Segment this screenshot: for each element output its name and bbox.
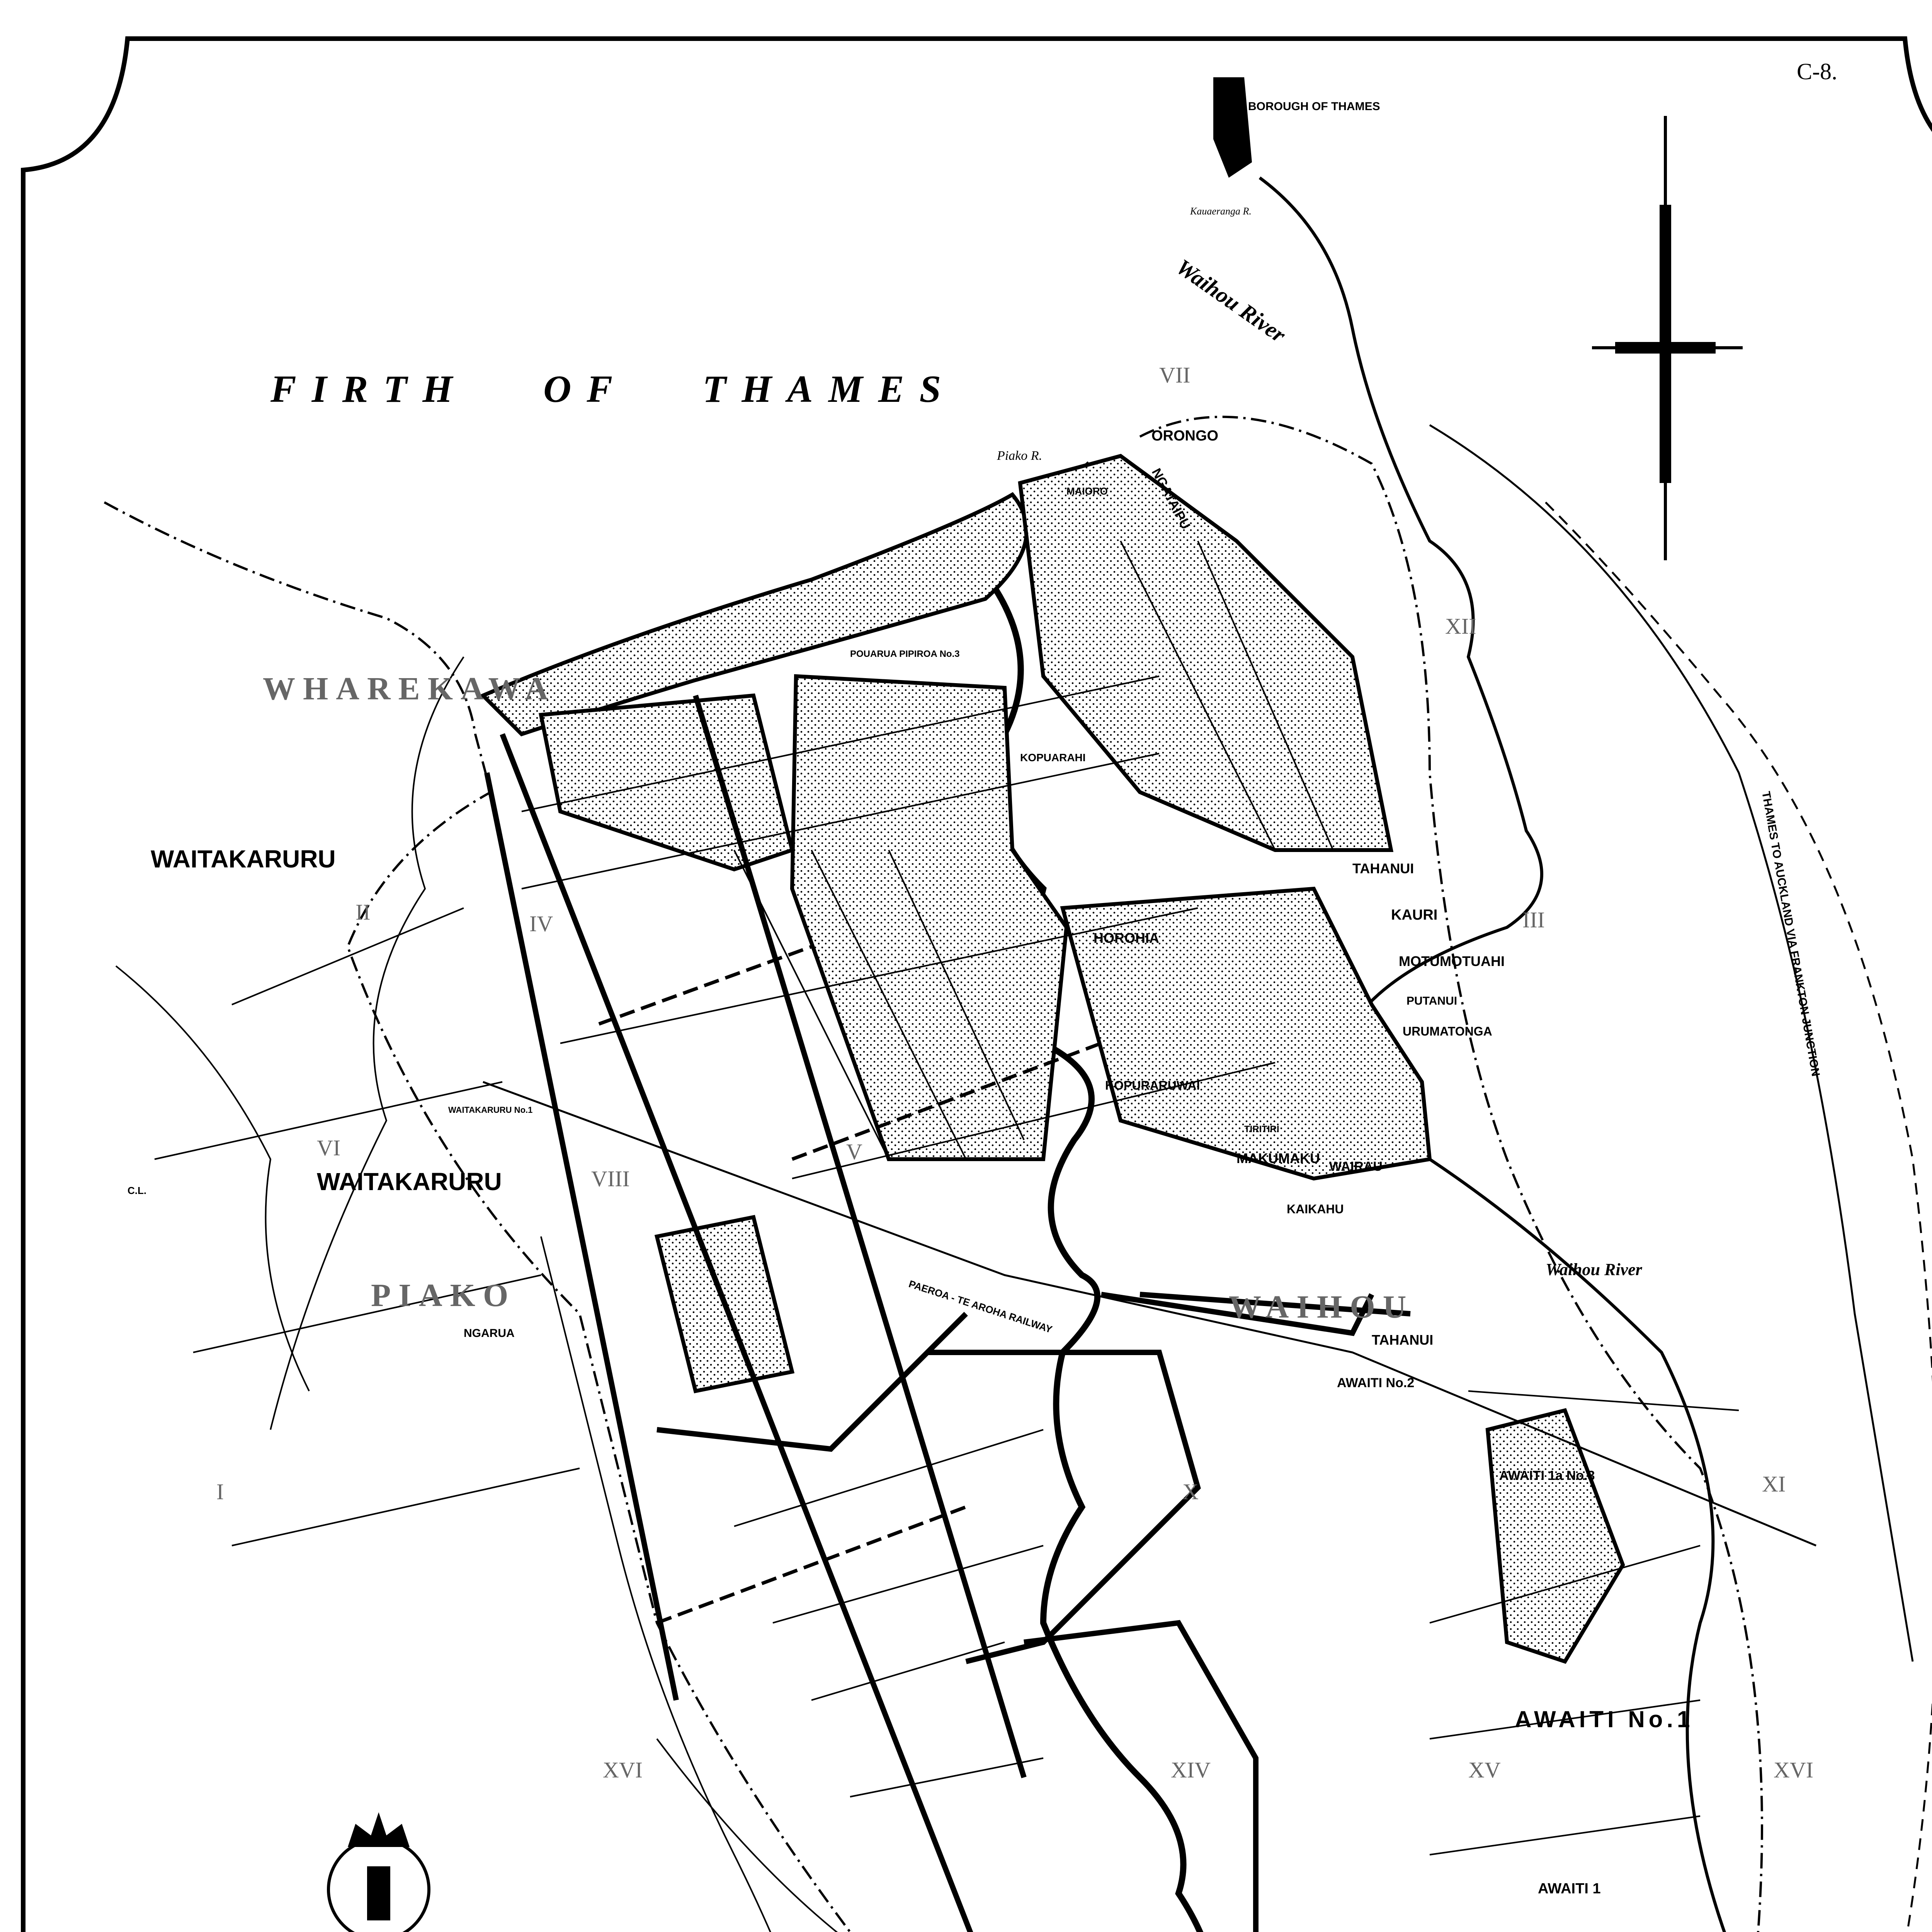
block-xii: XII: [1445, 614, 1476, 639]
label-putanui: PUTANUI: [1406, 995, 1458, 1007]
block-vii-north: VII: [1159, 362, 1190, 388]
waihou-river-label-2: Waihou River: [1546, 1260, 1642, 1279]
label-ngarua: NGARUA: [464, 1327, 515, 1340]
label-ngataipu: NGATAIPU: [1148, 466, 1193, 532]
label-waitakaruru-2: WAITAKARURU: [317, 1168, 502, 1196]
label-kaikahu: KAIKAHU: [1287, 1202, 1344, 1216]
label-waitakaruru-no1: WAITAKARURU No.1: [448, 1105, 533, 1115]
block-iv: IV: [529, 911, 553, 936]
label-awaiti-1a: AWAITI 1a No.3: [1499, 1468, 1595, 1483]
block-xiv: XIV: [1171, 1757, 1211, 1782]
block-x: X: [1182, 1479, 1199, 1504]
borough-of-thames-label: BOROUGH OF THAMES: [1248, 100, 1380, 113]
label-cl: C.L.: [128, 1185, 147, 1196]
label-horohia: HOROHIA: [1094, 930, 1159, 946]
label-motumotuahi: MOTUMOTUAHI: [1399, 953, 1505, 969]
label-kopuraruwai: KOPURARUWAI: [1105, 1078, 1200, 1092]
label-tahanui-2: TAHANUI: [1372, 1332, 1434, 1348]
firth-of-thames-label: FIRTH OF THAMES: [270, 367, 957, 410]
label-awaiti-1: AWAITI 1: [1538, 1881, 1601, 1897]
label-awaiti-no2: AWAITI No.2: [1337, 1376, 1415, 1390]
borough-of-thames: [1213, 77, 1252, 178]
label-urumatonga: URUMATONGA: [1403, 1024, 1492, 1038]
lands-survey-seal-icon: [328, 1812, 434, 1932]
north-arrow-icon: [1592, 116, 1743, 560]
block-xi: XI: [1762, 1471, 1786, 1497]
kauaeranga-label: Kauaeranga R.: [1190, 206, 1252, 217]
label-awaiti-no1: AWAITI No.1: [1515, 1706, 1694, 1732]
place-labels: [128, 428, 1794, 1932]
label-kauri: KAURI: [1391, 907, 1438, 923]
railway-label: PAEROA - TE AROHA RAILWAY: [907, 1278, 1054, 1335]
block-vi: VI: [317, 1135, 341, 1160]
sheet-number: C-8.: [1797, 59, 1837, 84]
label-wharekawa: WHAREKAWA: [263, 671, 556, 707]
label-kopuarahi: KOPUARAHI: [1020, 752, 1086, 764]
label-tahanui: TAHANUI: [1352, 861, 1414, 876]
label-tiritiri: TIRITIRI: [1244, 1124, 1279, 1134]
block-i-west: I: [216, 1479, 224, 1504]
thames-auckland-label: THAMES TO AUCKLAND VIA FRANKTON JUNCTION: [1759, 790, 1822, 1078]
block-iii: III: [1522, 907, 1545, 932]
block-xvi-west: XVI: [603, 1757, 643, 1782]
piako-river-label: Piako R.: [997, 449, 1043, 463]
block-v: V: [846, 1139, 862, 1164]
waihou-river-label: Waihou River: [1172, 254, 1291, 348]
block-xv: XV: [1468, 1757, 1501, 1782]
label-pouarua: POUARUA PIPIROA No.3: [850, 649, 960, 659]
block-xvi: XVI: [1774, 1757, 1814, 1782]
label-piako: PIAKO: [371, 1277, 516, 1313]
label-orongo: ORONGO: [1151, 428, 1219, 444]
label-waihou: WAIHOU: [1229, 1289, 1414, 1325]
label-maioro: MAIORO: [1066, 485, 1108, 497]
label-waitakaruru: WAITAKARURU: [151, 845, 336, 873]
block-viii: VIII: [591, 1166, 630, 1191]
block-ii: II: [355, 900, 371, 925]
label-wairau: WAIRAU: [1329, 1159, 1383, 1174]
label-makumaku: MAKUMAKU: [1236, 1150, 1320, 1166]
